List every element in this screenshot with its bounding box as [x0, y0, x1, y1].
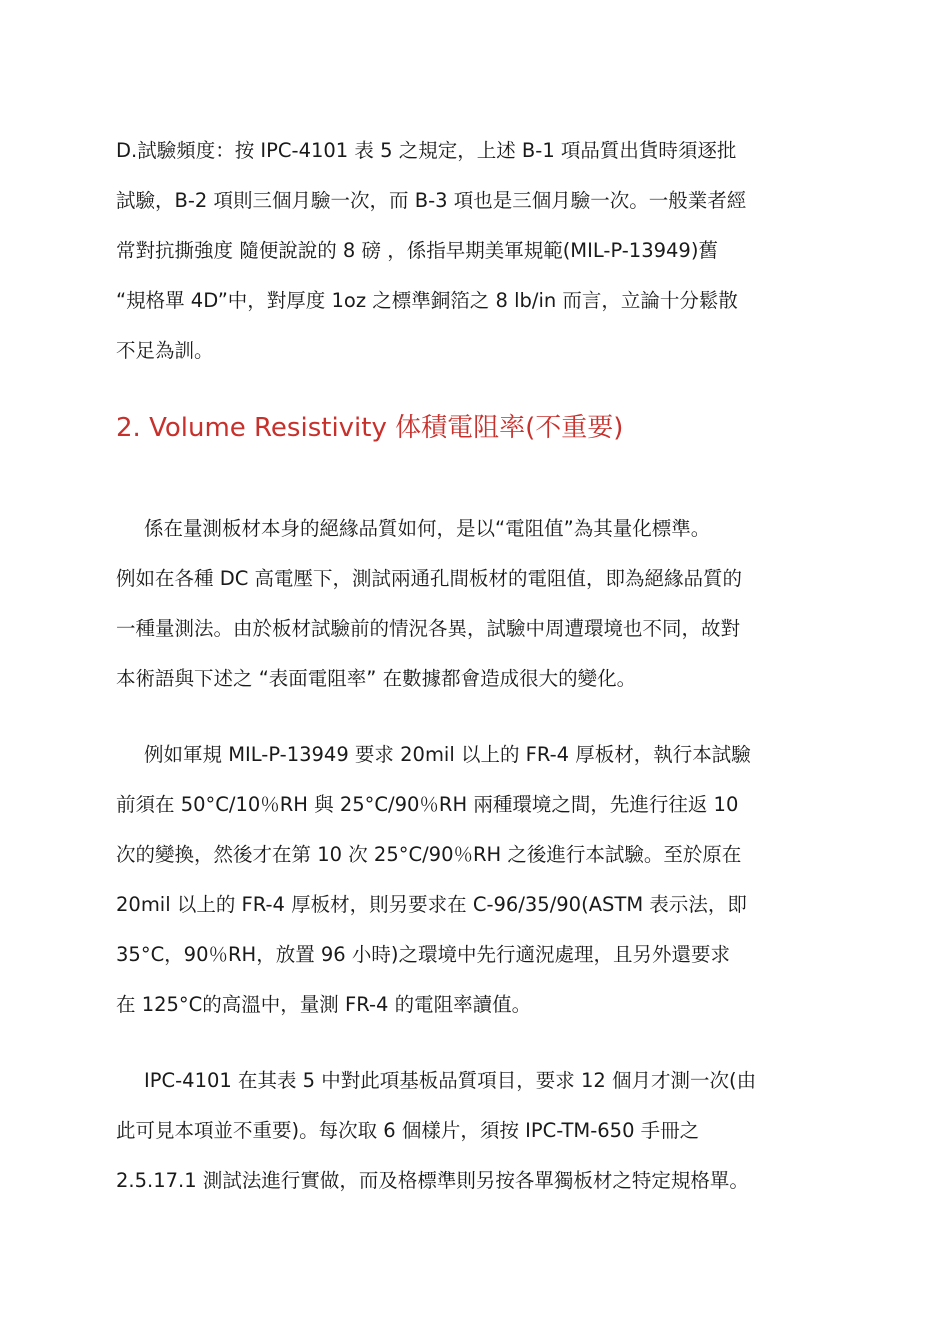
section-heading: 2. Volume Resistivity 体積電阻率(不重要) — [116, 413, 624, 443]
text-line: 35°C，90％RH，放置 96 小時)之環境中先行適況處理，且另外還要求 — [116, 943, 731, 966]
text-line: 本術語與下述之 “表面電阻率” 在數據都會造成很大的變化。 — [116, 667, 637, 690]
text-line: 20mil 以上的 FR-4 厚板材，則另要求在 C-96/35/90(ASTM 表示法，即 — [116, 893, 747, 916]
text-line: 常對抗撕強度 隨便說說的 8 磅 ，係指早期美軍規範(MIL-P-13949)舊 — [116, 239, 718, 262]
text-line: IPC-4101 在其表 5 中對此項基板品質項目，要求 12 個月才測一次(由 — [144, 1069, 757, 1092]
paragraph-test-frequency — [116, 126, 816, 376]
text-line: 一種量測法。由於板材試驗前的情況各異，試驗中周遭環境也不同，故對 — [116, 617, 741, 640]
paragraph-military-spec — [116, 730, 816, 1030]
text-line: 例如軍規 MIL-P-13949 要求 20mil 以上的 FR-4 厚板材，執行本試驗 — [144, 743, 751, 766]
text-line: 次的變換，然後才在第 10 次 25°C/90％RH 之後進行本試驗。至於原在 — [116, 843, 742, 866]
text-line: 在 125°C的高溫中，量測 FR-4 的電阻率讀值。 — [116, 993, 532, 1016]
text-line: D.試驗頻度：按 IPC-4101 表 5 之規定，上述 B-1 項品質出貨時須逐批 — [116, 139, 737, 162]
text-line: 不足為訓。 — [116, 339, 214, 362]
document-page — [116, 126, 816, 1232]
text-line: 例如在各種 DC 高電壓下，測試兩通孔間板材的電阻值，即為絕緣品質的 — [116, 567, 743, 590]
text-line: 係在量測板材本身的絕緣品質如何，是以“電阻值”為其量化標準。 — [144, 517, 711, 540]
text-line: “規格單 4D”中，對厚度 1oz 之標準銅箔之 8 lb/in 而言，立論十分鬆散 — [116, 289, 738, 312]
text-line: 2.5.17.1 測試法進行實做，而及格標準則另按各單獨板材之特定規格單。 — [116, 1169, 749, 1192]
text-line: 前須在 50°C/10％RH 與 25°C/90％RH 兩種環境之間，先進行往返 10 — [116, 793, 739, 816]
text-line: 此可見本項並不重要)。每次取 6 個樣片，須按 IPC-TM-650 手冊之 — [116, 1119, 700, 1142]
paragraph-ipc-4101 — [116, 1056, 816, 1206]
text-line: 試驗，B-2 項則三個月驗一次，而 B-3 項也是三個月驗一次。一般業者經 — [116, 189, 747, 212]
paragraph-definition — [116, 504, 816, 704]
